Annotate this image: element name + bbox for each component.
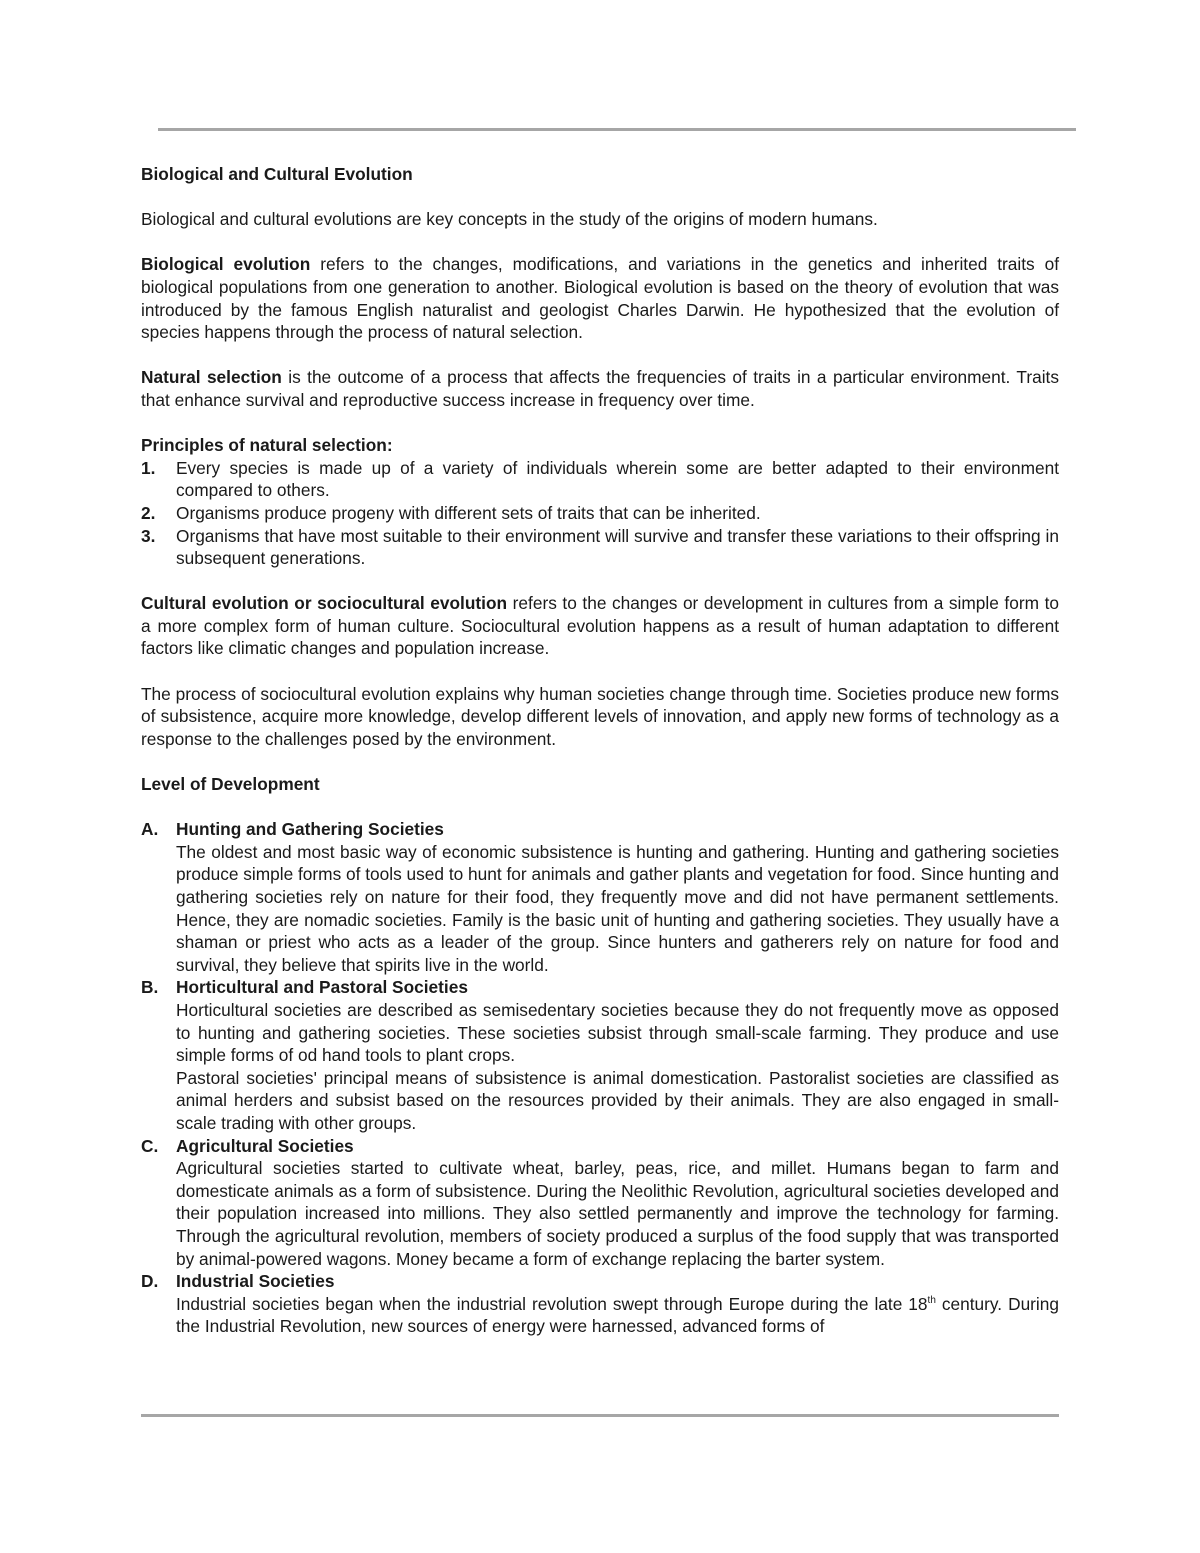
section-horticultural-pastoral	[141, 976, 1059, 1134]
biological-evolution-term: Biological evolution	[141, 254, 311, 275]
biological-evolution-text: refers to the changes, modifications, and variations in the genetics and inherited traits of biological populations from one generation to another. Biological evolution is based on the theory of evolution that was introduced by the famous English naturalist and geologist Charles Darwin. He hypothesized that the evolution of species happens through the process of natural selection.	[141, 254, 1060, 343]
list-number: 3.	[141, 525, 156, 546]
section-text-part: Industrial societies began when the industrial revolution swept through Europe during the late 18	[176, 1293, 928, 1314]
document-title: Biological and Cultural Evolution	[141, 164, 413, 184]
process-paragraph: The process of sociocultural evolution explains why human societies change through time. Societies produce new forms of subsistence, acquire more knowledge, develop different levels of innovation, and apply new forms of technology as a response to the challenges posed by the environment.	[141, 683, 1059, 749]
intro-paragraph: Biological and cultural evolutions are key concepts in the study of the origins of modern humans.	[141, 209, 878, 230]
list-item	[141, 457, 1059, 502]
section-paragraph: Horticultural societies are described as semisedentary societies because they do not frequently move as opposed to hunting and gathering societies. These societies subsist through small-scale farming. They produce and use simple forms of od hand tools to plant crops.	[176, 999, 1059, 1066]
cultural-evolution-text: refers to the changes or development in cultures from a simple form to a more complex form of human culture. Sociocultural evolution happens as a result of human adaptation to different factors like climatic changes and population increase.	[141, 593, 1059, 659]
superscript: th	[927, 1294, 936, 1306]
list-item-text: Organisms that have most suitable to their environment will survive and transfer these variations to their offspring in subsequent generations.	[176, 525, 1059, 569]
natural-selection-term: Natural selection	[141, 367, 282, 388]
section-title: Agricultural Societies	[176, 1135, 354, 1156]
section-paragraph: The oldest and most basic way of economic subsistence is hunting and gathering. Hunting and gathering societies produce simple forms of tools used to hunt for animals and gather plants and vegetation for food. Since hunting and gathering societies rely on nature for their food, they frequently move and did not have permanent settlements. Hence, they are nomadic societies. Family is the basic unit of hunting and gathering societies. They usually have a shaman or priest who acts as a leader of the group. Since hunters and gatherers rely on nature for food and survival, they believe that spirits live in the world.	[176, 841, 1059, 975]
footer-rule	[141, 1414, 1059, 1417]
section-title: Industrial Societies	[176, 1271, 335, 1292]
section-agricultural	[141, 1135, 1059, 1271]
biological-evolution-paragraph	[141, 253, 1059, 343]
section-title: Hunting and Gathering Societies	[176, 819, 444, 840]
section-letter: A.	[141, 819, 159, 840]
section-text-part: century. During the Industrial Revolution, new sources of energy were harnessed, advanced forms of	[176, 1293, 1059, 1337]
level-heading: Level of Development	[141, 774, 320, 795]
list-item-text: Organisms produce progeny with different sets of traits that can be inherited.	[176, 502, 761, 523]
section-letter: C.	[141, 1135, 159, 1156]
cultural-evolution-paragraph	[141, 592, 1059, 660]
section-paragraph	[176, 1293, 1059, 1338]
cultural-evolution-term: Cultural evolution or sociocultural evolution	[141, 593, 508, 614]
list-item	[141, 525, 1059, 570]
list-item	[141, 502, 1059, 525]
list-number: 2.	[141, 502, 156, 523]
header-rule	[158, 128, 1076, 131]
list-item-text: Every species is made up of a variety of individuals wherein some are better adapted to their environment compared to others.	[176, 457, 1059, 501]
section-letter: D.	[141, 1271, 159, 1292]
list-number: 1.	[141, 457, 156, 478]
section-letter: B.	[141, 977, 159, 998]
principles-list	[141, 457, 1059, 570]
section-hunting-gathering	[141, 818, 1059, 976]
document-body	[141, 163, 1059, 1338]
natural-selection-paragraph	[141, 366, 1059, 411]
principles-heading: Principles of natural selection:	[141, 435, 393, 456]
section-title: Horticultural and Pastoral Societies	[176, 977, 468, 998]
section-paragraph: Agricultural societies started to cultivate wheat, barley, peas, rice, and millet. Humans began to farm and domesticate animals as a form of subsistence. During the Neolithic Revolution, agricultural societies developed and their population increased into millions. They also settled permanently and improve the technology for farming. Through the agricultural revolution, members of society produced a surplus of the food supply that was transported by animal-powered wagons. Money became a form of exchange replacing the barter system.	[176, 1158, 1059, 1269]
section-industrial	[141, 1270, 1059, 1338]
section-paragraph: Pastoral societies' principal means of subsistence is animal domestication. Pastoralist societies are classified as animal herders and subsist based on the resources provided by their animals. They are also engaged in small-scale trading with other groups.	[176, 1067, 1059, 1133]
natural-selection-text: is the outcome of a process that affects the frequencies of traits in a particular environment. Traits that enhance survival and reproductive success increase in frequency over time.	[141, 367, 1059, 410]
